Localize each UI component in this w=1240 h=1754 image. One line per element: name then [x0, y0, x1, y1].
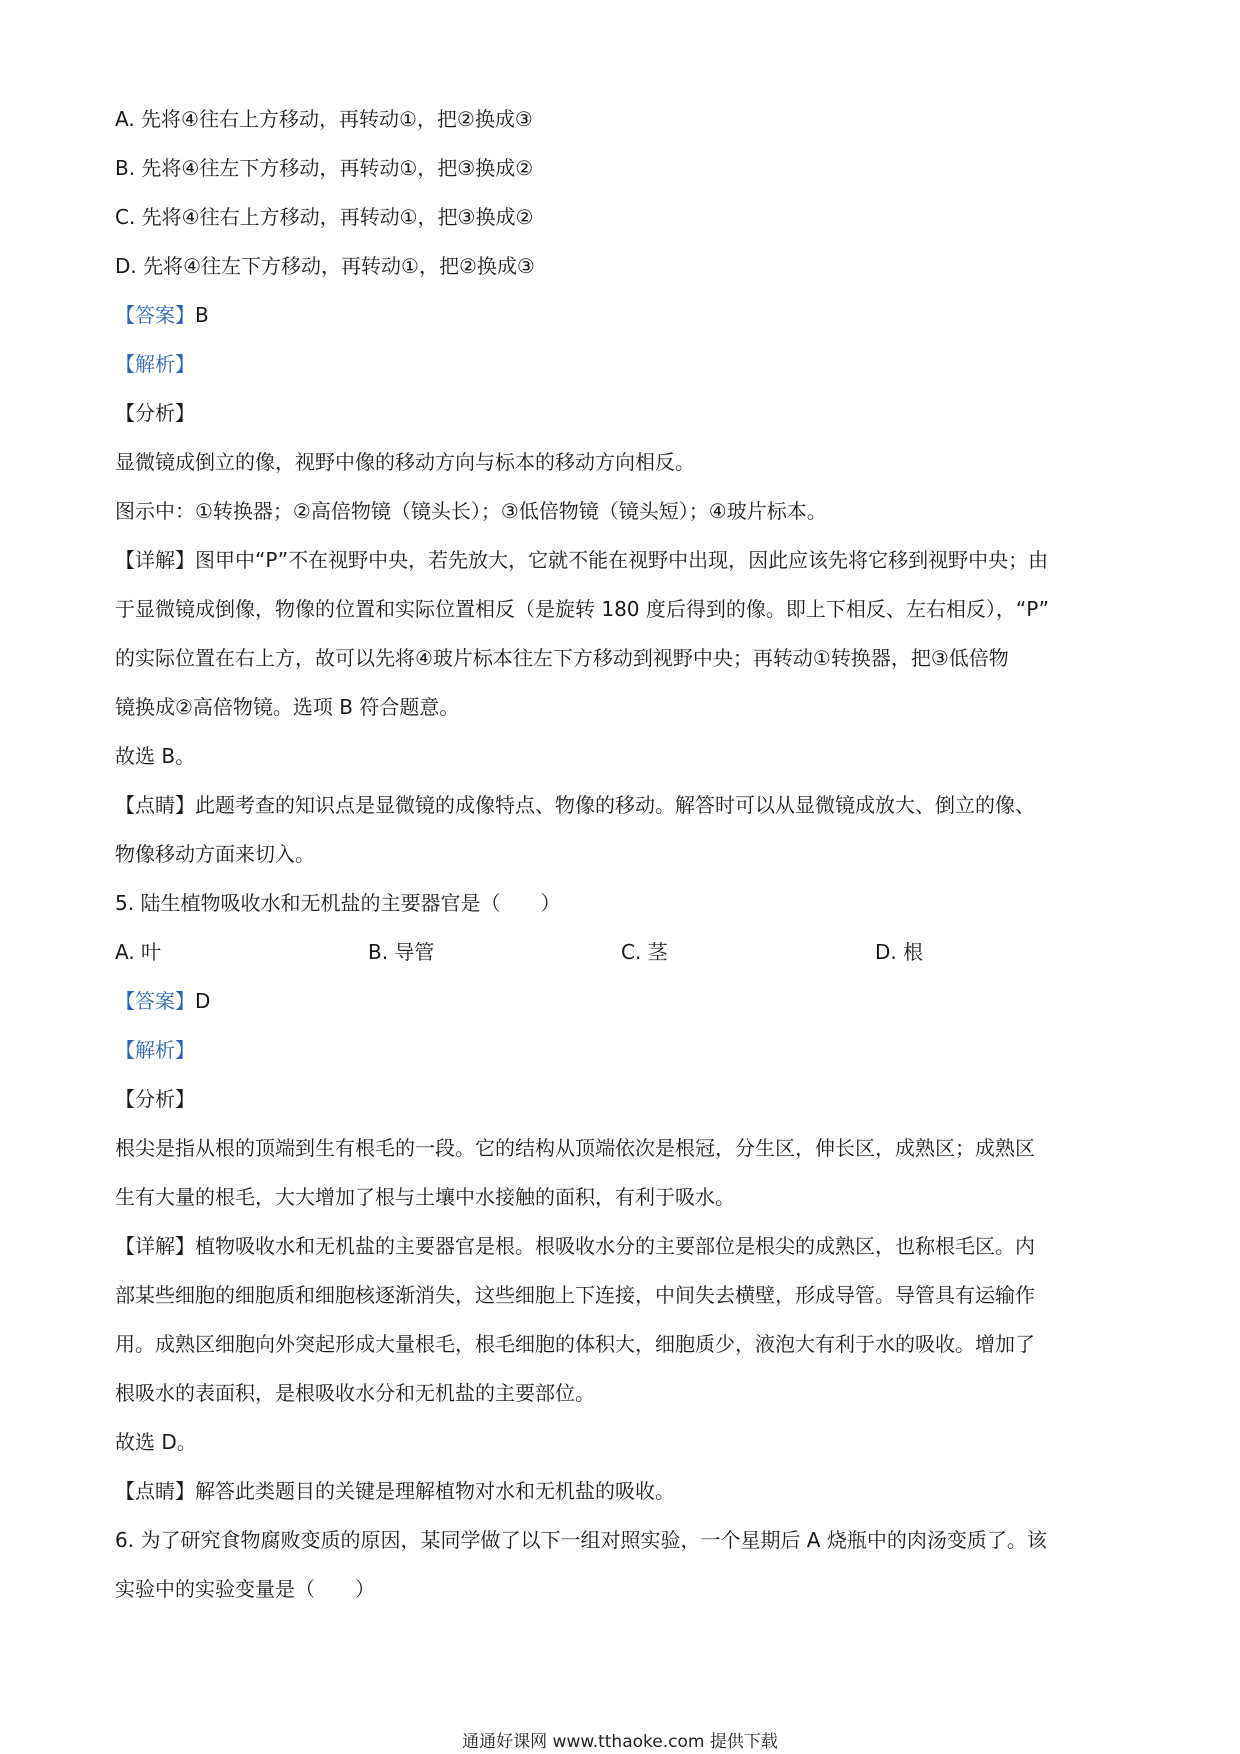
q5-analysis-tag: 【解析】 — [115, 1038, 195, 1062]
q5-option-d: D. 根 — [875, 940, 924, 964]
q6-stem-line-2: 实验中的实验变量是（ ） — [115, 1577, 375, 1601]
dianjing-tag: 【点睛】 — [115, 1479, 195, 1503]
q5-fenxi-line-2: 生有大量的根毛，大大增加了根与土壤中水接触的面积，有利于吸水。 — [115, 1185, 735, 1209]
q5-detail-line-3: 用。成熟区细胞向外突起形成大量根毛，根毛细胞的体积大，细胞质少，液泡大有利于水的吸收。增加了 — [115, 1332, 1035, 1356]
q4-choose: 故选 B。 — [115, 744, 196, 768]
q4-detail-line-1 — [115, 546, 1130, 574]
q4-option-b: B. 先将④往左下方移动，再转动①，把③换成② — [115, 156, 534, 180]
answer-value: B — [195, 303, 209, 327]
q5-stem: 5. 陆生植物吸收水和无机盐的主要器官是（ ） — [115, 891, 561, 915]
detail-tag: 【详解】 — [115, 548, 195, 572]
q4-option-d: D. 先将④往左下方移动，再转动①，把②换成③ — [115, 254, 535, 278]
q4-option-a: A. 先将④往右上方移动，再转动①，把②换成③ — [115, 107, 533, 131]
q5-choose: 故选 D。 — [115, 1430, 197, 1454]
detail-tag: 【详解】 — [115, 1234, 195, 1258]
q5-dianjing-line — [115, 1477, 1130, 1505]
q5-fenxi-tag: 【分析】 — [115, 1087, 195, 1111]
q4-option-c: C. 先将④往右上方移动，再转动①，把③换成② — [115, 205, 534, 229]
q5-detail-line-2: 部某些细胞的细胞质和细胞核逐渐消失，这些细胞上下连接，中间失去横壁，形成导管。导管具有运输作 — [115, 1283, 1035, 1307]
q4-answer-line — [115, 301, 1130, 329]
answer-tag: 【答案】 — [115, 303, 195, 327]
q5-detail-line-1 — [115, 1232, 1130, 1260]
page-footer: 通通好课网 www.tthaoke.com 提供下载 — [462, 1732, 778, 1752]
q5-answer-line — [115, 987, 1130, 1015]
q4-detail-line-2: 于显微镜成倒像，物像的位置和实际位置相反（是旋转 180 度后得到的像。即上下相反、左右相反），“P” — [115, 597, 1050, 621]
q4-detail-line-4: 镜换成②高倍物镜。选项 B 符合题意。 — [115, 695, 460, 719]
q5-detail-line-4: 根吸水的表面积，是根吸收水分和无机盐的主要部位。 — [115, 1381, 595, 1405]
q4-fenxi-line-2: 图示中：①转换器；②高倍物镜（镜头长）；③低倍物镜（镜头短）；④玻片标本。 — [115, 499, 827, 523]
q4-analysis-tag: 【解析】 — [115, 352, 195, 376]
dianjing-tag: 【点睛】 — [115, 793, 195, 817]
q5-option-b: B. 导管 — [368, 940, 435, 964]
q4-fenxi-tag: 【分析】 — [115, 401, 195, 425]
detail-text: 图甲中“P”不在视野中央，若先放大，它就不能在视野中出现，因此应该先将它移到视野中央；由 — [195, 548, 1049, 572]
q5-option-c: C. 茎 — [621, 940, 668, 964]
q5-option-a: A. 叶 — [115, 940, 162, 964]
q4-dianjing-line-1 — [115, 791, 1130, 819]
q5-fenxi-line-1: 根尖是指从根的顶端到生有根毛的一段。它的结构从顶端依次是根冠，分生区，伸长区，成熟区；成熟区 — [115, 1136, 1035, 1160]
answer-value: D — [195, 989, 211, 1013]
dianjing-text: 此题考查的知识点是显微镜的成像特点、物像的移动。解答时可以从显微镜成放大、倒立的像、 — [195, 793, 1035, 817]
dianjing-text: 解答此类题目的关键是理解植物对水和无机盐的吸收。 — [195, 1479, 675, 1503]
q4-detail-line-3: 的实际位置在右上方，故可以先将④玻片标本往左下方移动到视野中央；再转动①转换器，把③低倍物 — [115, 646, 1009, 670]
q4-dianjing-line-2: 物像移动方面来切入。 — [115, 842, 315, 866]
q4-fenxi-line-1: 显微镜成倒立的像，视野中像的移动方向与标本的移动方向相反。 — [115, 450, 695, 474]
detail-text: 植物吸收水和无机盐的主要器官是根。根吸收水分的主要部位是根尖的成熟区，也称根毛区。内 — [195, 1234, 1035, 1258]
q6-stem-line-1: 6. 为了研究食物腐败变质的原因，某同学做了以下一组对照实验，一个星期后 A 烧瓶中的肉汤变质了。该 — [115, 1528, 1047, 1552]
answer-tag: 【答案】 — [115, 989, 195, 1013]
